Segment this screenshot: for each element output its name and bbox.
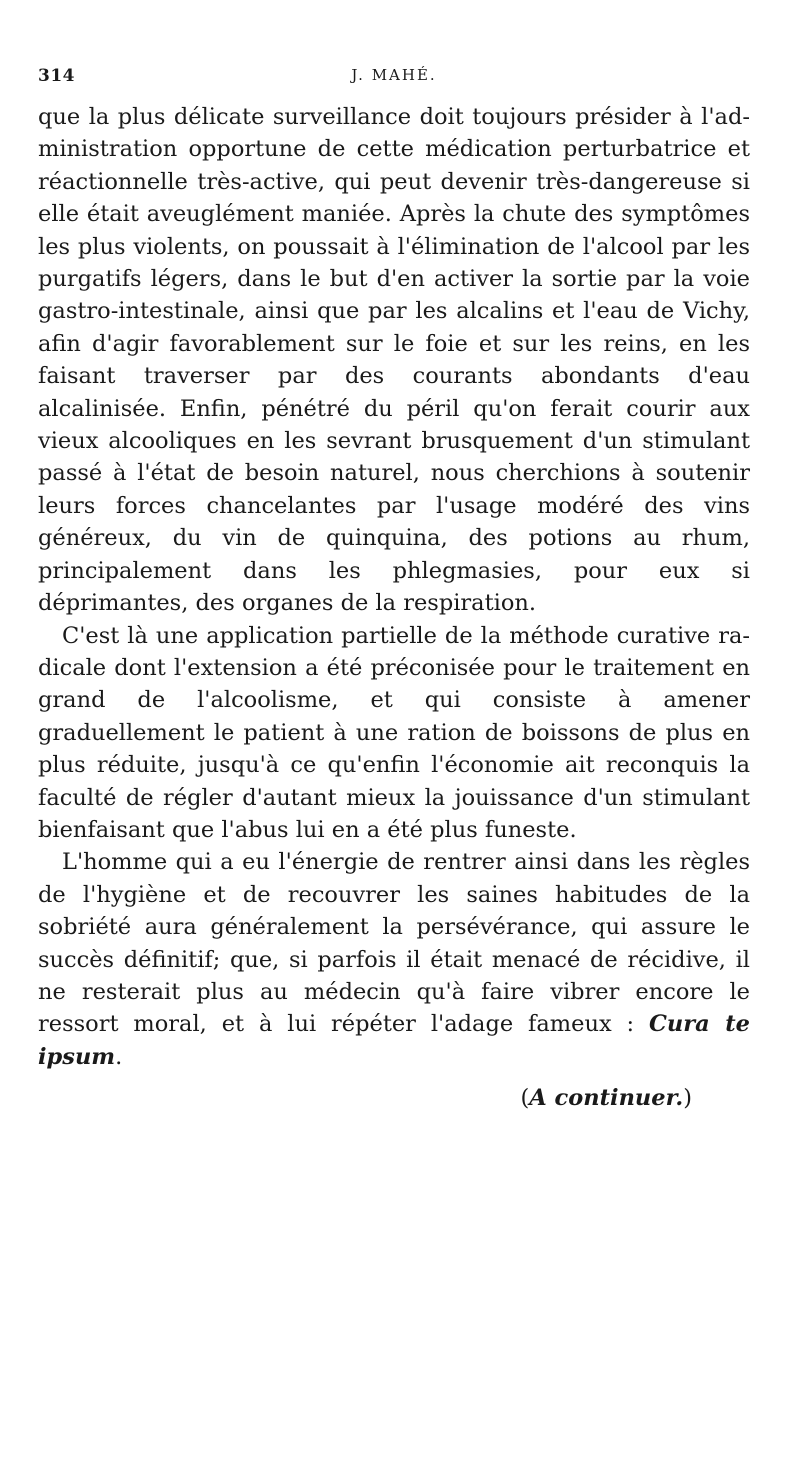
continuation-note — [38, 1085, 750, 1111]
paragraph-3 — [38, 846, 750, 1073]
continuation-close: ) — [683, 1085, 692, 1112]
paragraph-3-end: . — [115, 1043, 123, 1070]
paragraph-2: C'est là une application partielle de la méthode curative radicale dont l'extension a été préconisée pour le traitement en grand de l'alcoolisme, et qui consiste à amener graduellement le patient à une ration de boissons de plus en plus réduite, jusqu'à ce qu'enfin l'économie ait reconquis la faculté de régler d'autant mieux la jouissance d'un stimulant bienfaisant que l'abus lui en a été plus funeste. — [38, 622, 750, 843]
body-text — [38, 101, 750, 1073]
book-page — [38, 66, 750, 1111]
latin-phrase: Cura te ipsum — [38, 1011, 750, 1070]
page-number: 314 — [38, 66, 75, 86]
paragraph-3-text: L'homme qui a eu l'énergie de rentrer ainsi dans les règles de l'hygiène et de recouvrer les saines habitudes de la sobriété aura généralement la persévérance, qui assure le succès définitif; que, si parfois il était menacé de récidive, il ne resterait plus au médecin qu'à faire vibrer encore le ressort moral, et à lui répéter l'adage fameux : — [38, 849, 750, 1038]
running-title: J. MAHÉ. — [351, 66, 437, 84]
paragraph-1: que la plus délicate surveillance doit toujours présider à l'administration opportune de cette médication perturbatrice et réactionnelle très-active, qui peut devenir très-dangereuse si elle était aveuglément maniée. Après la chute des symptômes les plus violents, on poussait à l'élimination de l'alcool par les purgatifs légers, dans le but d'en activer la sortie par la voie gastro-intestinale, ainsi que par les alcalins et l'eau de Vichy, afin d'agir favorablement sur le foie et sur les reins, en les faisant traverser par des courants abondants d'eau alcalinisée. Enfin, pénétré du péril qu'on ferait courir aux vieux alcooliques en les sevrant brusquement d'un stimulant passé à l'état de besoin naturel, nous cherchions à soutenir leurs forces chancelantes par l'usage modéré des vins généreux, du vin de quinquina, des potions au rhum, principalement dans les phlegmasies, pour eux si déprimantes, des organes de la respiration. — [38, 104, 750, 617]
running-head — [38, 66, 750, 92]
continuation-text: A continuer. — [529, 1085, 684, 1112]
continuation-open: ( — [520, 1085, 530, 1112]
